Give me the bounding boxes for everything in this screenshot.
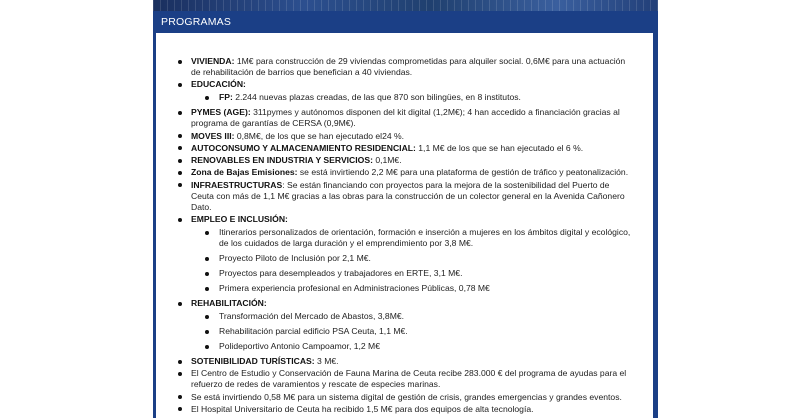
- sub-item: Rehabilitación parcial edificio PSA Ceuta, 1,1 M€.: [191, 326, 632, 337]
- list-item-sostenibilidad-turistica: SOTENIBILIDAD TURÍSTICAS: 3 M€.: [177, 356, 632, 367]
- list-item-moves: MOVES III: 0,8M€, de los que se han ejecutado el24 %.: [177, 131, 632, 142]
- header-banner-image: [153, 0, 658, 11]
- programs-panel: [153, 0, 658, 418]
- list-item-infraestructuras: INFRAESTRUCTURAS: Se están financiando con proyectos para la mejora de la sostenibilidad del Puerto de Ceuta con más de 1,1 M€ gracias a las obras para la construcción de un colector general en la Avenida Cañonero Dato.: [177, 180, 632, 213]
- list-item-zona-bajas-emisiones: Zona de Bajas Emisiones: se está invirtiendo 2,2 M€ para una plataforma de gestión de tráfico y peatonalización.: [177, 167, 632, 178]
- list-item-hospital: El Hospital Universitario de Ceuta ha recibido 1,5 M€ para dos equipos de alta tecnología.: [177, 404, 632, 415]
- programs-list: [177, 56, 632, 416]
- sub-item: Proyecto Piloto de Inclusión por 2,1 M€.: [191, 253, 632, 264]
- section-title: PROGRAMAS: [161, 16, 232, 28]
- sub-item: Itinerarios personalizados de orientación, formación e inserción a mujeres en los ámbitos digital y ecológico, de los cuidados de larga duración y el emprendimiento por 3,8 M€.: [191, 227, 632, 249]
- sub-item: Proyectos para desempleados y trabajadores en ERTE, 3,1 M€.: [191, 268, 632, 279]
- list-item-pymes: PYMES (AGE): 311pymes y autónomos disponen del kit digital (1,2M€); 4 han accedido a financiación gracias al programa de garantías de CERSA (0,9M€).: [177, 107, 632, 129]
- sub-item: Transformación del Mercado de Abastos, 3,8M€.: [191, 311, 632, 322]
- list-item-rehabilitacion: REHABILITACIÓN: Transformación del Mercado de Abastos, 3,8M€. Rehabilitación parcial edificio PSA Ceuta, 1,1 M€. Polideportivo Antonio Campoamor, 1,2 M€: [177, 298, 632, 352]
- sub-list-empleo: [191, 227, 632, 294]
- list-item-gestion-crisis: Se está invirtiendo 0,58 M€ para un sistema digital de gestión de crisis, grandes emergencias y grandes eventos.: [177, 392, 632, 403]
- section-header: [153, 11, 658, 33]
- list-item-renovables: RENOVABLES EN INDUSTRIA Y SERVICIOS: 0,1M€.: [177, 155, 632, 166]
- list-item-fauna-marina: El Centro de Estudio y Conservación de Fauna Marina de Ceuta recibe 283.000 € del programa de ayudas para el refuerzo de redes de varamientos y rescate de especies marinas.: [177, 368, 632, 390]
- sub-item: Primera experiencia profesional en Administraciones Públicas, 0,78 M€: [191, 283, 632, 294]
- sub-list-educacion: [191, 92, 632, 103]
- content-area: [156, 33, 653, 418]
- list-item-autoconsumo: AUTOCONSUMO Y ALMACENAMIENTO RESIDENCIAL: 1,1 M€ de los que se han ejecutado el 6 %.: [177, 143, 632, 154]
- list-item-empleo: EMPLEO E INCLUSIÓN: Itinerarios personalizados de orientación, formación e inserción a mujeres en los ámbitos digital y ecológico, de los cuidados de larga duración y el emprendimiento por 3,8 M€. Proyecto Piloto de Inclusión por 2,1 M€. Proyectos para desempleados y trabajadores en ERTE, 3,1 M€. Primera experiencia profesional en Administraciones Públicas, 0,78 M€: [177, 214, 632, 294]
- list-item-vivienda: VIVIENDA: 1M€ para construcción de 29 viviendas comprometidas para alquiler social. 0,6M€ para una actuación de rehabilitación de barrios que benefician a 40 viviendas.: [177, 56, 632, 78]
- sub-item: Polideportivo Antonio Campoamor, 1,2 M€: [191, 341, 632, 352]
- sub-list-rehabilitacion: [191, 311, 632, 352]
- sub-item-fp: FP: 2.244 nuevas plazas creadas, de las que 870 son bilingües, en 8 institutos.: [191, 92, 632, 103]
- list-item-educacion: EDUCACIÓN: FP: 2.244 nuevas plazas creadas, de las que 870 son bilingües, en 8 institutos.: [177, 79, 632, 103]
